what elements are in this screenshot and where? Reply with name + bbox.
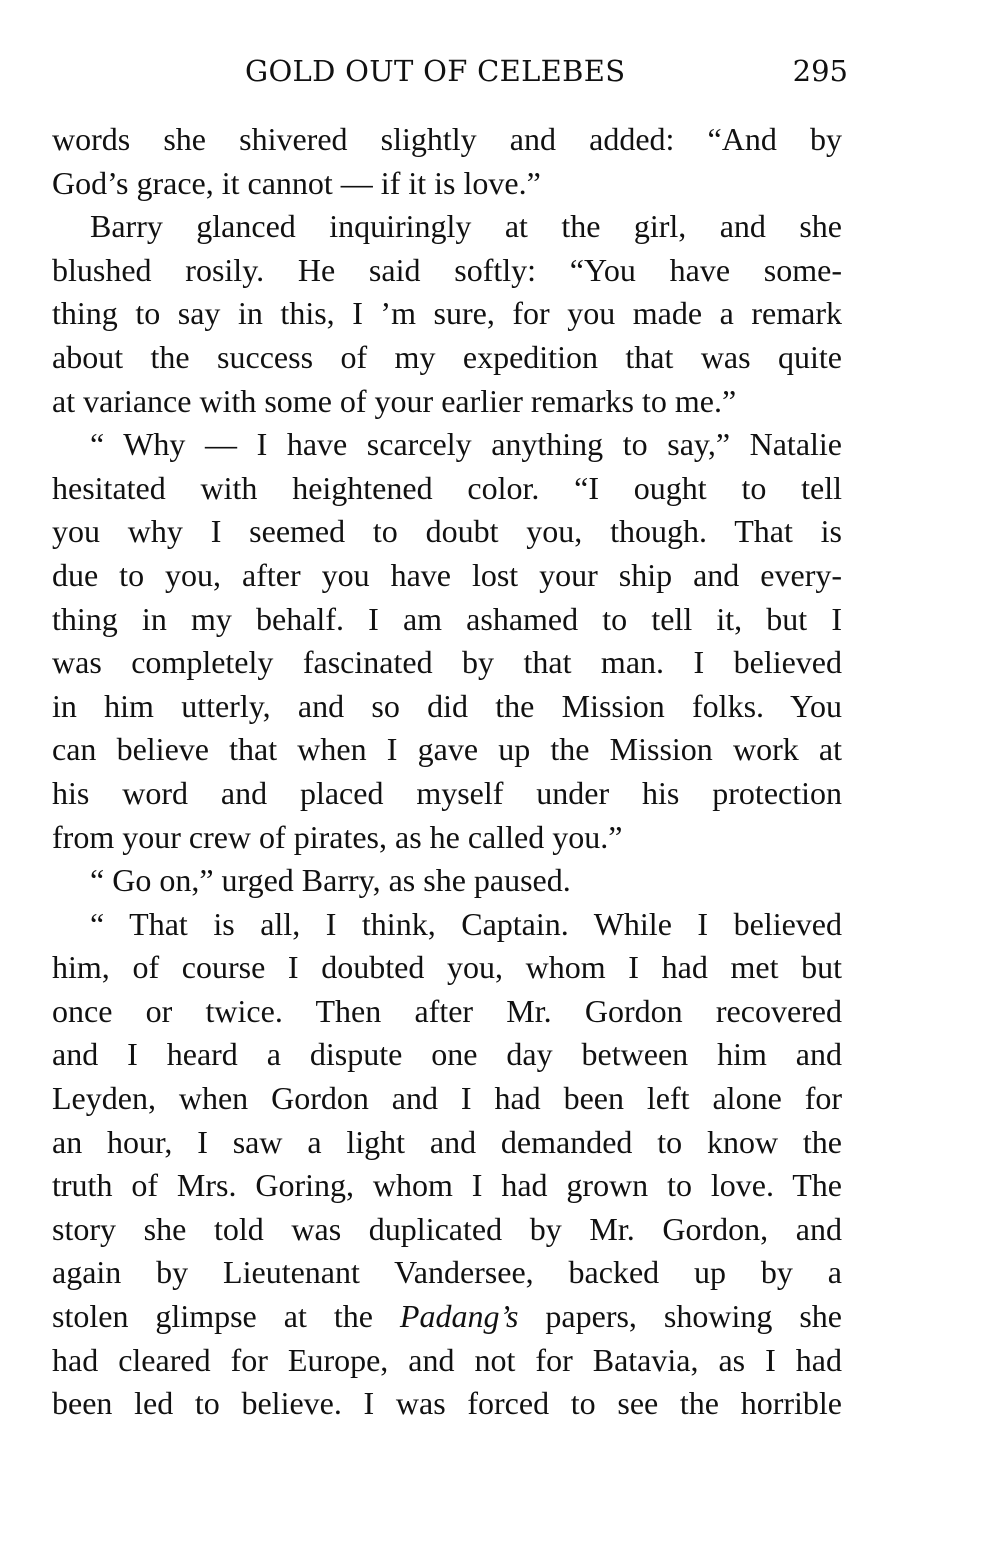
- italic-ship-name: Padang’s: [399, 1298, 519, 1335]
- text-line: “ That is all, I think, Captain. While I believed: [90, 905, 842, 942]
- text-line: and I heard a dispute one day between him and: [52, 1036, 842, 1073]
- text-line: Leyden, when Gordon and I had been left alone for: [52, 1080, 842, 1117]
- text-line: thing in my behalf. I am ashamed to tell it, but I: [52, 600, 842, 637]
- text-line: truth of Mrs. Goring, whom I had grown to love. The: [52, 1167, 842, 1204]
- text-line: about the success of my expedition that was quite: [52, 338, 842, 375]
- body-text: [52, 118, 842, 1426]
- text-segment: stolen glimpse at the: [52, 1298, 400, 1335]
- text-line: was completely fascinated by that man. I believed: [52, 644, 842, 681]
- text-line: God’s grace, it cannot — if it is love.”: [52, 164, 541, 201]
- text-line: once or twice. Then after Mr. Gordon recovered: [52, 992, 842, 1029]
- text-line: his word and placed myself under his protection: [52, 774, 842, 811]
- text-line: you why I seemed to doubt you, though. That is: [52, 513, 842, 550]
- page-number: 295: [792, 54, 848, 88]
- text-line: can believe that when I gave up the Mission work at: [52, 731, 842, 768]
- text-line: had cleared for Europe, and not for Batavia, as I had: [52, 1341, 842, 1378]
- text-line: “ Why — I have scarcely anything to say,” Natalie: [90, 426, 842, 463]
- text-line: hesitated with heightened color. “I ought to tell: [52, 469, 842, 506]
- text-line: words she shivered slightly and added: “And by: [52, 121, 842, 157]
- text-line: from your crew of pirates, as he called you.”: [52, 818, 623, 855]
- text-line: again by Lieutenant Vandersee, backed up by a: [52, 1254, 842, 1291]
- text-segment: papers, showing she: [518, 1298, 842, 1335]
- text-line: [52, 1295, 842, 1339]
- running-head: [245, 54, 848, 94]
- text-line: due to you, after you have lost your ship and every-: [52, 556, 842, 593]
- text-line: been led to believe. I was forced to see the horrible: [52, 1385, 842, 1422]
- text-line: in him utterly, and so did the Mission folks. You: [52, 687, 842, 724]
- text-line: at variance with some of your earlier remarks to me.”: [52, 382, 737, 419]
- text-line: an hour, I saw a light and demanded to know the: [52, 1123, 842, 1160]
- text-line: blushed rosily. He said softly: “You have some-: [52, 251, 842, 288]
- text-line: Barry glanced inquiringly at the girl, and she: [90, 208, 842, 245]
- text-line: thing to say in this, I ’m sure, for you made a remark: [52, 295, 842, 332]
- running-title: GOLD OUT OF CELEBES: [245, 54, 626, 88]
- text-line: him, of course I doubted you, whom I had met but: [52, 949, 842, 986]
- text-line: story she told was duplicated by Mr. Gordon, and: [52, 1210, 842, 1247]
- text-line: “ Go on,” urged Barry, as she paused.: [90, 862, 571, 899]
